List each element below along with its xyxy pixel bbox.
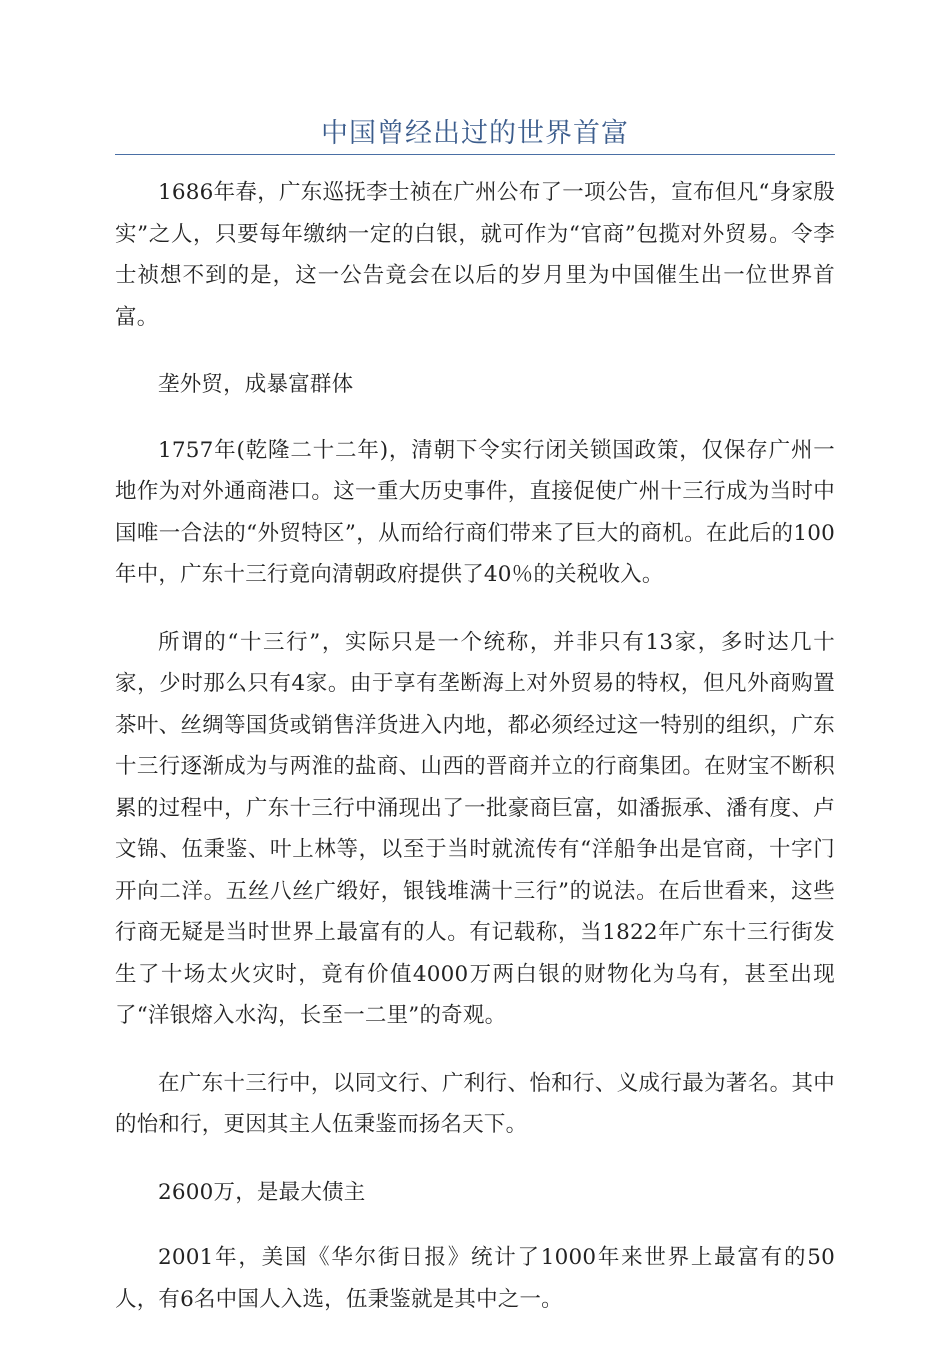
paragraph-thirteen-hongs: 所谓的“十三行”，实际只是一个统称，并非只有13家，多时达几十家，少时那么只有4家。由于享有垄断海上对外贸易的特权，但凡外商购置茶叶、丝绸等国货或销售洋货进入内地，都必须经过这一特别的组织，广东十三行逐渐成为与两淮的盐商、山西的晋商并立的行商集团。在财宝不断积累的过程中，广东十三行中涌现出了一批豪商巨富，如潘振承、潘有度、卢文锦、伍秉鉴、叶上林等，以至于当时就流传有“洋船争出是官商，十字门开向二洋。五丝八丝广缎好，银钱堆满十三行”的说法。在后世看来，这些行商无疑是当时世界上最富有的人。有记载称，当1822年广东十三行街发生了十场太火灾时，竟有价值4000万两白银的财物化为乌有，甚至出现了“洋银熔入水沟，长至一二里”的奇观。: [115, 629, 835, 1028]
document-page: [115, 0, 835, 1344]
section-heading-largest-creditor: 2600万，是最大债主: [158, 1179, 366, 1205]
paragraph-wall-street-journal: 2001年，美国《华尔街日报》统计了1000年来世界上最富有的50人，有6名中国人入选，伍秉鉴就是其中之一。: [115, 1245, 835, 1312]
document-title: 中国曾经出过的世界首富: [321, 118, 629, 149]
document-body: [115, 172, 835, 1346]
paragraph-famous-hongs: 在广东十三行中，以同文行、广利行、怡和行、义成行最为著名。其中的怡和行，更因其主人伍秉鉴而扬名天下。: [115, 1070, 835, 1137]
section-heading-foreign-trade: 垄外贸，成暴富群体: [158, 372, 354, 397]
title-underline: [115, 154, 835, 155]
paragraph-intro: 1686年春，广东巡抚李士祯在广州公布了一项公告，宣布但凡“身家殷实”之人，只要每年缴纳一定的白银，就可作为“官商”包揽对外贸易。令李士祯想不到的是，这一公告竟会在以后的岁月里为中国催生出一位世界首富。: [115, 180, 835, 330]
paragraph-closed-door-policy: 1757年(乾隆二十二年)，清朝下令实行闭关锁国政策，仅保存广州一地作为对外通商港口。这一重大历史事件，直接促使广州十三行成为当时中国唯一合法的“外贸特区”，从而给行商们带来了巨大的商机。在此后的100年中，广东十三行竟向清朝政府提供了40％的关税收入。: [115, 437, 835, 587]
